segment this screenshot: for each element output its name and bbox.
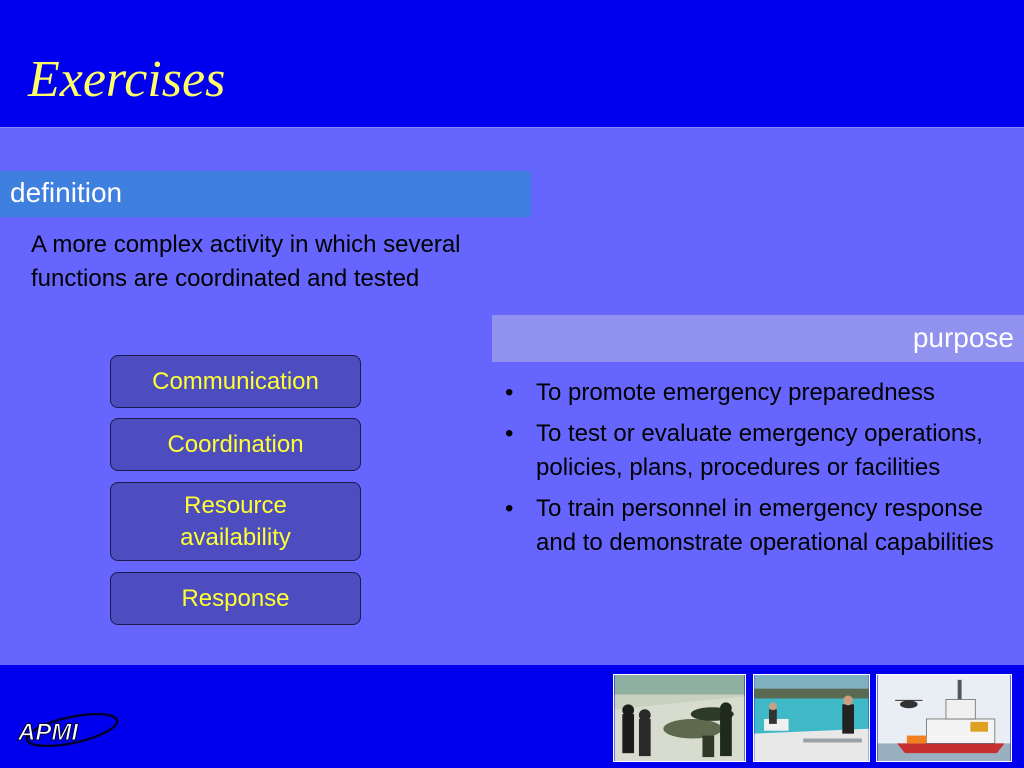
list-item [505,376,1020,410]
definition-heading: definition [10,177,123,208]
ship-helicopter-photo-icon [876,674,1012,762]
bullet-icon: • [505,495,514,522]
function-box-resource-availability [110,482,361,561]
function-label: Communication [152,367,319,395]
function-label: Coordination [167,430,304,458]
bullet-icon: • [505,379,514,406]
purpose-bullet-text: To promote emergency preparedness [536,379,935,406]
definition-bar [0,171,531,217]
definition-text: A more complex activity in which several functions are coordinated and tested [31,231,461,292]
function-box-communication [110,355,361,408]
function-label: Resource availability [180,491,291,551]
boarding-vessel-photo-icon [753,674,870,762]
list-item [505,417,1020,485]
purpose-bullet-text: To test or evaluate emergency operations, policies, plans, procedures or facilities [536,420,983,481]
purpose-bullet-text: To train personnel in emergency response and to demonstrate operational capabilities [536,495,994,556]
function-box-coordination [110,418,361,471]
purpose-list [505,376,1020,567]
function-box-response [110,572,361,625]
bullet-icon: • [505,420,514,447]
content-panel [0,127,1024,666]
purpose-bar [492,315,1024,362]
tactical-team-photo-icon [613,674,746,762]
slide-title: Exercises [28,51,226,108]
list-item [505,492,1020,560]
purpose-heading: purpose [912,322,1014,353]
slide-footer [0,665,1024,768]
logo-text: APMI [18,719,78,746]
apmi-logo [14,710,120,748]
slide-header [0,0,1024,127]
function-label: Response [181,584,290,612]
